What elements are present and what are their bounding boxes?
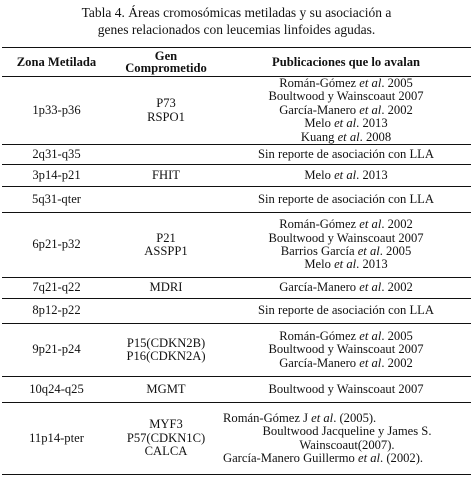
header-gen-line-2: Comprometido [125,61,207,75]
table-row [2,145,471,165]
publication-text: Melo [304,257,335,272]
gen-cell [111,187,221,213]
zona-cell: 7q21-q22 [2,278,111,299]
et-al-italic: et al [359,76,382,90]
table-header-row [2,48,471,77]
publication-text: . 2002 [381,217,413,232]
zona-cell: 3p14-p21 [2,165,111,187]
publication-text: Román-Gómez [279,328,360,343]
header-publicaciones: Publicaciones que lo avalan [221,48,471,77]
et-al-italic: et al [359,280,382,295]
publication-text: . 2002 [381,355,413,370]
publication-line [221,232,471,245]
publication-text: Kuang [300,129,338,144]
publication-text: Boultwood Jacqueline y James S. [262,424,432,439]
table-row [2,77,471,145]
publicaciones-cell [221,324,471,377]
table-row [2,187,471,213]
publication-line [221,90,471,103]
publication-line [221,439,471,452]
publication-text: Wainscoaut(2007). [299,437,395,452]
gen-cell [111,324,221,377]
publication-line [221,425,471,438]
zona-cell: 9p21-p24 [2,324,111,377]
et-al-italic: et al [357,244,380,259]
publicaciones-cell [221,278,471,299]
publication-line [221,131,471,144]
gene-name: P21 [156,230,176,245]
table-row [2,377,471,403]
gen-cell [111,403,221,475]
et-al-italic: et al [334,116,357,131]
gene-name: P57(CDKN1C) [126,430,206,445]
gene-name: FHIT [152,167,180,182]
et-al-italic: et al [334,167,357,182]
publicaciones-cell [221,77,471,145]
table-row [2,278,471,299]
publication-text: Barrios García [280,244,358,259]
publication-text: . 2013 [356,257,388,272]
publication-text: García-Manero [279,280,360,295]
gene-name: MYF3 [149,417,183,432]
publication-line [221,343,471,356]
publication-text: Román-Gómez [279,217,360,232]
gen-cell [111,77,221,145]
gene-name: P73 [156,96,176,111]
publication-text: Boultwood y Wainscoaut 2007 [268,89,424,104]
publication-line [221,104,471,117]
publication-text: . 2005 [381,328,413,343]
publication-line [221,193,471,206]
gen-cell [111,213,221,278]
zona-cell: 2q31-q35 [2,145,111,165]
publication-text: García-Manero [279,355,360,370]
gene-name: ASSPP1 [144,244,188,259]
publication-line [221,77,471,90]
header-gen [111,48,221,77]
publication-text: . 2013 [356,116,388,131]
table-row [2,213,471,278]
publicaciones-cell [221,213,471,278]
et-al-italic: et al [357,450,381,465]
publication-line [221,383,471,396]
et-al-italic: et al [337,129,360,144]
publication-text: . 2002 [381,102,413,117]
table-row [2,403,471,475]
table-row [2,165,471,187]
publication-text: . 2002 [381,280,413,295]
publication-text: García-Manero Guillermo [223,450,358,465]
gene-name: MDRI [149,280,183,295]
gen-cell [111,278,221,299]
publication-line [221,452,471,465]
publicaciones-cell [221,377,471,403]
caption-line-2: genes relacionados con leucemias linfoides agudas. [97,22,376,37]
header-zona: Zona Metilada [2,48,111,77]
publication-text: Sin reporte de asociación con LLA [258,191,434,206]
publication-text: . (2002). [380,450,424,465]
et-al-italic: et al [359,355,382,370]
gene-name: CALCA [144,444,188,459]
gene-name: RSPO1 [147,109,185,124]
table-row [2,299,471,324]
gene-name: P16(CDKN2A) [126,349,206,364]
publication-text: Boultwood y Wainscoaut 2007 [268,230,424,245]
publication-text: García-Manero [279,102,360,117]
publication-line [221,117,471,130]
publication-text: Román-Gómez [279,76,360,90]
table-body [2,77,471,475]
publication-text: Melo [304,116,335,131]
publication-line [221,169,471,182]
caption-line-1: Tabla 4. Áreas cromosómicas metiladas y su asociación a [81,5,392,20]
zona-cell: 6p21-p32 [2,213,111,278]
gene-name: P15(CDKN2B) [126,335,206,350]
publication-text: Sin reporte de asociación con LLA [258,146,434,161]
publication-text: . 2008 [359,129,392,144]
publication-text: . 2013 [356,167,388,182]
publicaciones-cell [221,299,471,324]
et-al-italic: et al [359,217,382,232]
publication-text: Boultwood y Wainscoaut 2007 [268,342,424,357]
publication-line [221,357,471,370]
table-caption [0,4,473,38]
gene-name: MGMT [146,381,186,396]
publication-line [221,258,471,271]
publication-text: Boultwood y Wainscoaut 2007 [268,381,424,396]
publication-text: Sin reporte de asociación con LLA [258,303,434,318]
gen-cell [111,165,221,187]
publicaciones-cell [221,403,471,475]
publicaciones-cell [221,145,471,165]
publication-line [221,281,471,294]
publication-line [221,412,471,425]
publicaciones-cell [221,187,471,213]
publication-text: . (2005). [333,410,377,425]
zona-cell: 1p33-p36 [2,77,111,145]
zona-cell: 10q24-q25 [2,377,111,403]
gen-cell [111,145,221,165]
publication-text: . 2005 [379,244,412,259]
publication-text: Román-Gómez J [223,410,312,425]
publicaciones-cell [221,165,471,187]
gen-cell [111,377,221,403]
methylation-table [2,47,471,475]
zona-cell: 11p14-pter [2,403,111,475]
et-al-italic: et al [334,257,357,272]
et-al-italic: et al [311,410,334,425]
gen-cell [111,299,221,324]
header-gen-line-1: Gen [154,49,178,63]
publication-line [221,148,471,161]
publication-line [221,330,471,343]
publication-line [221,304,471,317]
zona-cell: 5q31-qter [2,187,111,213]
zona-cell: 8p12-p22 [2,299,111,324]
table-row [2,324,471,377]
et-al-italic: et al [359,328,382,343]
publication-text: Melo [304,167,335,182]
publication-text: . 2005 [381,76,413,90]
et-al-italic: et al [359,102,382,117]
publication-line [221,245,471,258]
publication-line [221,218,471,231]
